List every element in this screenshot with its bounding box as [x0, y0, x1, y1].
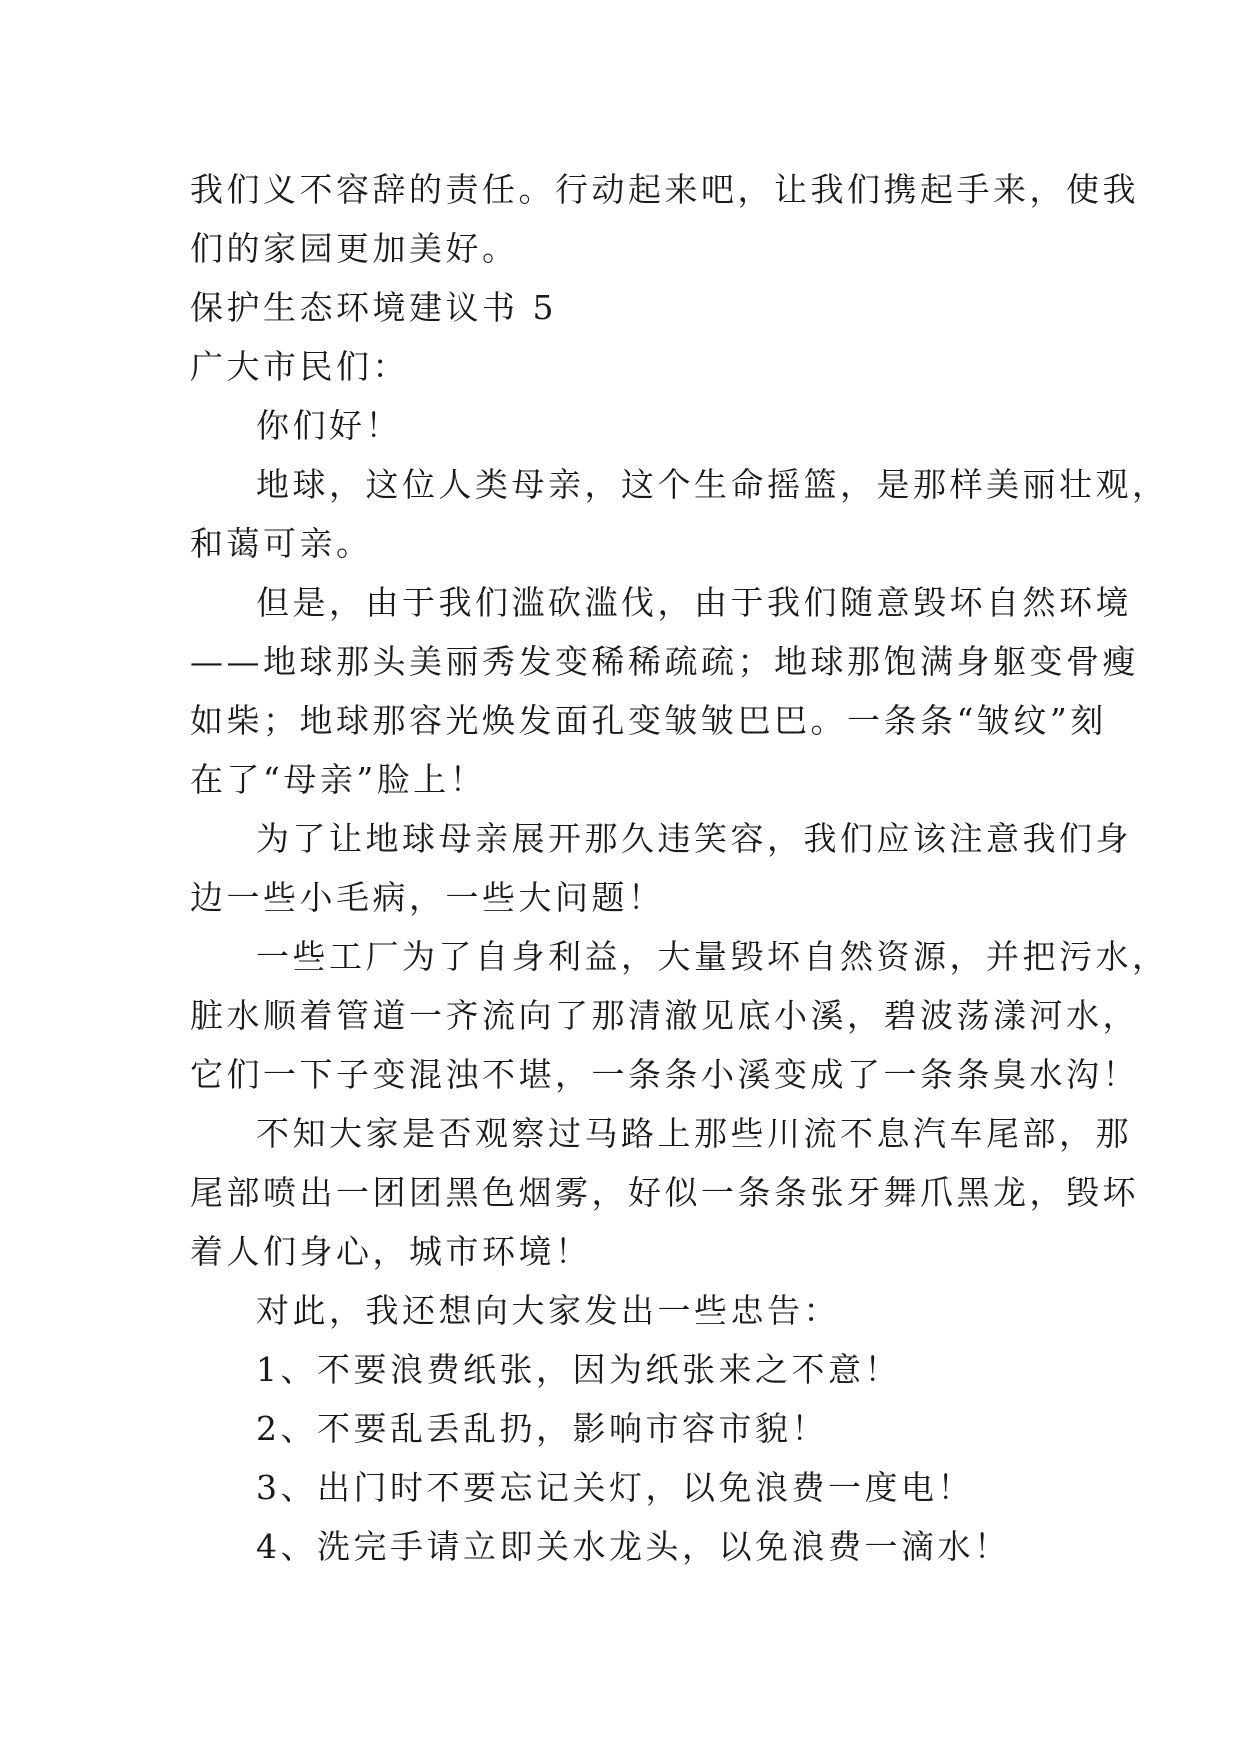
list-item: 2、不要乱丢乱扔，影响市容市貌！: [256, 1409, 828, 1448]
text-line: 脏水顺着管道一齐流向了那清澈见底小溪，碧波荡漾河水，: [190, 996, 1139, 1035]
list-item: 3、出门时不要忘记关灯，以免浪费一度电！: [256, 1468, 974, 1507]
salutation: 广大市民们：: [190, 347, 409, 386]
text-line: 在了“母亲”脸上！: [190, 760, 487, 799]
text-line: 边一些小毛病，一些大问题！: [190, 878, 665, 917]
text-line: 为了让地球母亲展开那久违笑容，我们应该注意我们身: [256, 819, 1132, 858]
text-line: 我们义不容辞的责任。行动起来吧，让我们携起手来，使我: [190, 170, 1139, 209]
section-title: 保护生态环境建议书 5: [190, 288, 557, 327]
text-line: 尾部喷出一团团黑色烟雾，好似一条条张牙舞爪黑龙，毁坏: [190, 1173, 1139, 1212]
text-line: 着人们身心，城市环境！: [190, 1232, 592, 1271]
text-line: 地球，这位人类母亲，这个生命摇篮，是那样美丽壮观，: [256, 465, 1169, 504]
list-item: 4、洗完手请立即关水龙头，以免浪费一滴水！: [256, 1527, 1011, 1566]
text-line: 一些工厂为了自身利益，大量毁坏自然资源，并把污水，: [256, 937, 1169, 976]
text-line: 对此，我还想向大家发出一些忠告：: [256, 1291, 840, 1330]
text-line: 不知大家是否观察过马路上那些川流不息汽车尾部，那: [256, 1114, 1132, 1153]
text-line: 和蔼可亲。: [190, 524, 373, 563]
document-body: [190, 160, 1169, 1576]
text-line: 如柴；地球那容光焕发面孔变皱皱巴巴。一条条“皱纹”刻: [190, 701, 1107, 740]
text-line: 但是，由于我们滥砍滥伐，由于我们随意毁坏自然环境: [256, 583, 1132, 622]
text-line: 它们一下子变混浊不堪，一条条小溪变成了一条条臭水沟！: [190, 1055, 1139, 1094]
text-line: 们的家园更加美好。: [190, 229, 519, 268]
list-item: 1、不要浪费纸张，因为纸张来之不意！: [256, 1350, 901, 1389]
greeting: 你们好！: [256, 406, 402, 445]
text-line: ——地球那头美丽秀发变稀稀疏疏；地球那饱满身躯变骨瘦: [190, 642, 1139, 681]
